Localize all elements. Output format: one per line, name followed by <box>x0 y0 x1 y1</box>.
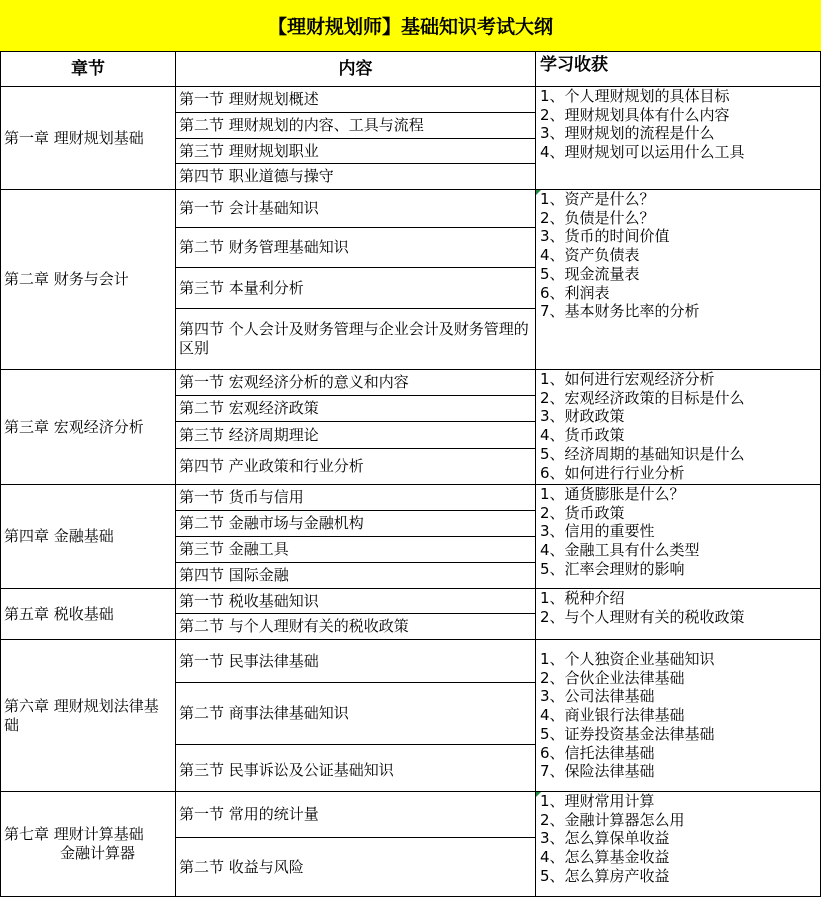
gain-item: 5、怎么算房产收益 <box>540 866 670 885</box>
section-row[interactable]: 第二节 金融市场与金融机构 <box>176 511 536 537</box>
section-row[interactable]: 第二节 财务管理基础知识 <box>176 228 536 268</box>
section-row[interactable]: 第三节 民事诉讼及公证基础知识 <box>176 745 536 792</box>
chapter-3-gains[interactable] <box>536 370 821 485</box>
gain-item: 1、个人理财规划的具体目标 <box>540 87 730 105</box>
section-row[interactable]: 第一节 会计基础知识 <box>176 190 536 228</box>
chapter-6-name: 第六章 理财规划法律基础 <box>4 696 159 734</box>
chapter-1-name: 第一章 理财规划基础 <box>4 128 144 147</box>
section-row[interactable]: 第一节 民事法律基础 <box>176 640 536 683</box>
chapter-1-gains[interactable] <box>536 87 821 190</box>
gain-item: 3、货币的时间价值 <box>540 227 670 246</box>
chapter-7-name-line2: 金融计算器 <box>60 844 136 862</box>
chapter-1-cell[interactable] <box>0 87 176 190</box>
gain-item: 2、合伙企业法律基础 <box>540 668 685 687</box>
gain-item: 5、汇率会理财的影响 <box>540 559 685 578</box>
gain-item: 4、商业银行法律基础 <box>540 706 685 725</box>
header-chapter: 章节 <box>0 52 176 87</box>
gain-item: 1、个人独资企业基础知识 <box>540 650 715 668</box>
gain-item: 2、与个人理财有关的税收政策 <box>540 607 745 626</box>
section-row[interactable]: 第三节 金融工具 <box>176 537 536 563</box>
gain-item: 7、基本财务比率的分析 <box>540 302 700 321</box>
gain-item: 5、现金流量表 <box>540 264 640 283</box>
gain-item: 4、理财规划可以运用什么工具 <box>540 143 745 162</box>
gain-item: 6、如何进行行业分析 <box>540 463 685 482</box>
gain-item: 5、经济周期的基础知识是什么 <box>540 444 745 463</box>
chapter-7-cell[interactable] <box>0 792 176 897</box>
gain-item: 4、货币政策 <box>540 426 625 445</box>
chapter-7-name: 第七章 理财计算基础 <box>4 825 144 843</box>
gain-item: 1、资产是什么？ <box>540 190 655 208</box>
section-row[interactable]: 第二节 理财规划的内容、工具与流程 <box>176 113 536 139</box>
chapter-2-gains[interactable] <box>536 190 821 370</box>
section-row[interactable]: 第一节 税收基础知识 <box>176 589 536 614</box>
gain-item: 6、利润表 <box>540 283 610 302</box>
chapter-3-name: 第三章 宏观经济分析 <box>4 417 144 436</box>
gain-item: 4、怎么算基金收益 <box>540 848 670 867</box>
gain-item: 2、理财规划具体有什么内容 <box>540 105 730 124</box>
gain-item: 1、税种介绍 <box>540 589 625 607</box>
gain-item: 1、如何进行宏观经济分析 <box>540 370 715 388</box>
chapter-3-cell[interactable] <box>0 370 176 485</box>
chapter-6-gains[interactable] <box>536 640 821 792</box>
section-row[interactable]: 第二节 宏观经济政策 <box>176 396 536 422</box>
gain-item: 2、负债是什么？ <box>540 208 655 227</box>
section-row[interactable]: 第二节 与个人理财有关的税收政策 <box>176 614 536 640</box>
gain-item: 3、公司法律基础 <box>540 687 655 706</box>
section-row[interactable]: 第三节 本量利分析 <box>176 268 536 309</box>
section-row[interactable]: 第一节 宏观经济分析的意义和内容 <box>176 370 536 396</box>
gain-item: 1、通货膨胀是什么？ <box>540 485 685 503</box>
chapter-6-cell[interactable] <box>0 640 176 792</box>
section-row[interactable]: 第四节 职业道德与操守 <box>176 164 536 190</box>
section-row[interactable]: 第四节 个人会计及财务管理与企业会计及财务管理的区别 <box>176 309 536 370</box>
chapter-2-name: 第二章 财务与会计 <box>4 270 129 288</box>
header-gains: 学习收获 <box>536 52 821 87</box>
chapter-2-cell[interactable] <box>0 190 176 370</box>
gain-item: 3、财政政策 <box>540 407 625 426</box>
gain-item: 2、金融计算器怎么用 <box>540 810 685 829</box>
section-row[interactable]: 第一节 理财规划概述 <box>176 87 536 113</box>
chapter-4-name: 第四章 金融基础 <box>4 527 114 545</box>
gain-item: 4、金融工具有什么类型 <box>540 541 700 560</box>
chapter-4-cell[interactable] <box>0 485 176 589</box>
chapter-5-cell[interactable] <box>0 589 176 640</box>
chapter-5-gains[interactable] <box>536 589 821 640</box>
gain-item: 6、信托法律基础 <box>540 743 655 762</box>
header-content: 内容 <box>176 52 536 87</box>
section-row[interactable]: 第四节 产业政策和行业分析 <box>176 449 536 485</box>
gain-item: 3、理财规划的流程是什么 <box>540 124 715 143</box>
section-row[interactable]: 第一节 货币与信用 <box>176 485 536 511</box>
gain-item: 2、货币政策 <box>540 503 625 522</box>
page-title: 【理财规划师】基础知识考试大纲 <box>0 0 821 52</box>
comment-marker-icon <box>536 190 541 195</box>
chapter-7-gains[interactable] <box>536 792 821 897</box>
gain-item: 2、宏观经济政策的目标是什么 <box>540 388 745 407</box>
chapter-5-name: 第五章 税收基础 <box>4 604 114 623</box>
comment-marker-icon <box>536 792 541 797</box>
section-row[interactable]: 第四节 国际金融 <box>176 563 536 589</box>
section-row[interactable]: 第一节 常用的统计量 <box>176 792 536 838</box>
gain-item: 3、怎么算保单收益 <box>540 829 670 848</box>
section-row[interactable]: 第三节 经济周期理论 <box>176 422 536 449</box>
section-row[interactable]: 第二节 商事法律基础知识 <box>176 683 536 745</box>
gain-item: 3、信用的重要性 <box>540 522 655 541</box>
section-row[interactable]: 第三节 理财规划职业 <box>176 139 536 164</box>
gain-item: 5、证券投资基金法律基础 <box>540 724 715 743</box>
gain-item: 4、资产负债表 <box>540 246 640 265</box>
chapter-4-gains[interactable] <box>536 485 821 589</box>
section-row[interactable]: 第二节 收益与风险 <box>176 838 536 897</box>
gain-item: 1、理财常用计算 <box>540 792 655 810</box>
gain-item: 7、保险法律基础 <box>540 762 655 781</box>
